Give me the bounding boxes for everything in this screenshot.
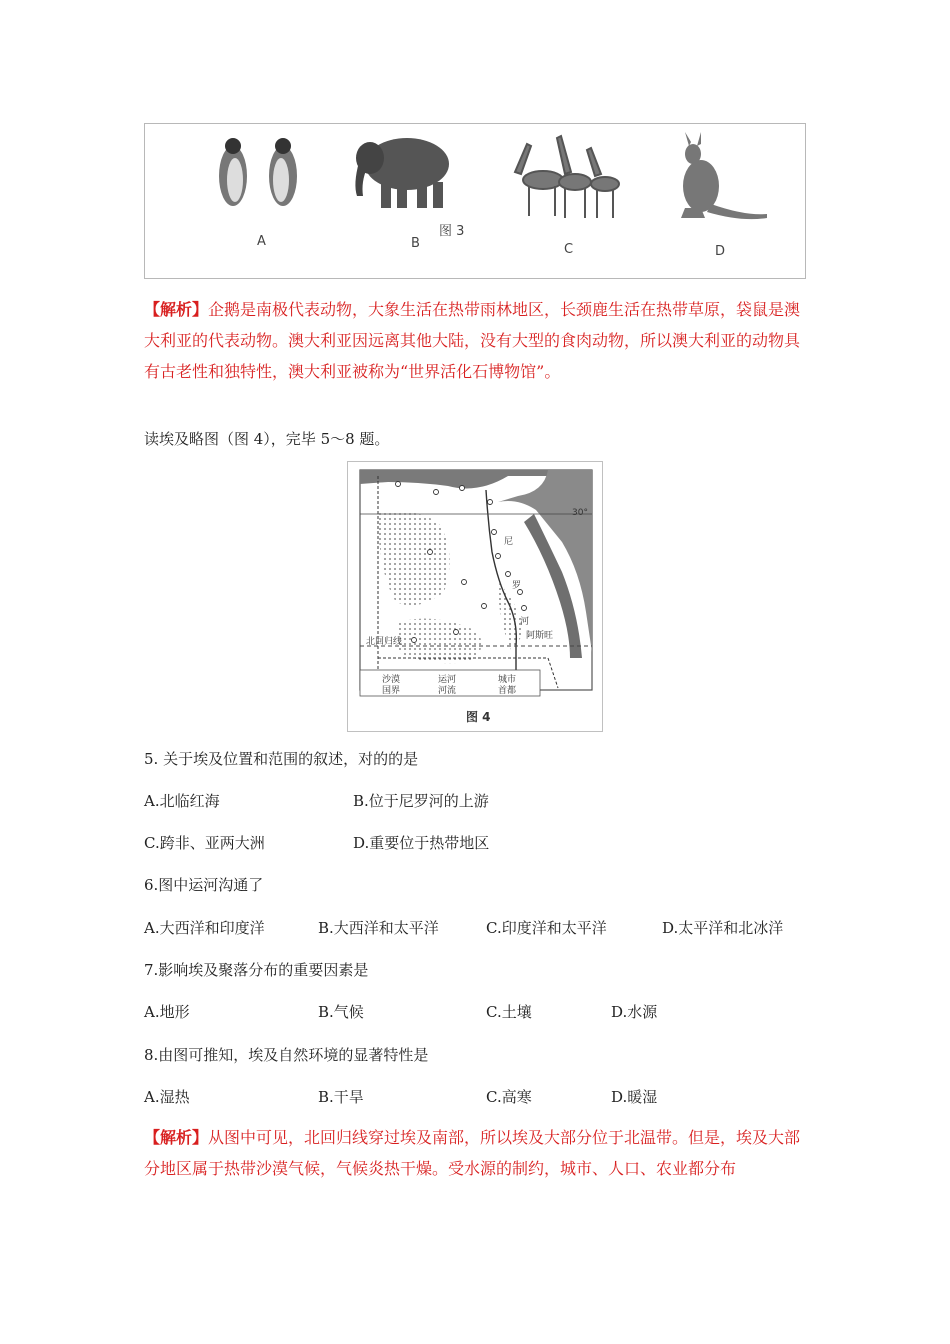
- q8-option-c: C.高寒: [486, 1088, 532, 1106]
- analysis-2-tag: 【解析】: [144, 1128, 209, 1147]
- analysis-1-tag: 【解析】: [144, 300, 209, 319]
- question-8-stem: 8.由图可推知，埃及自然环境的显著特性是: [144, 1046, 429, 1064]
- section-intro: 读埃及略图（图 4），完毕 5～8 题。: [144, 430, 390, 448]
- legend-city: 城市: [498, 675, 517, 685]
- legend-border: 国界: [382, 686, 401, 696]
- q5-option-d: D.重要位于热带地区: [353, 834, 490, 852]
- aswan-label: 阿斯旺: [526, 631, 554, 641]
- q8-option-b: B.干旱: [318, 1088, 364, 1106]
- q5-option-c: C.跨非、亚两大洲: [144, 834, 265, 852]
- penguin-icon: [219, 138, 297, 206]
- q6-option-b: B.大西洋和太平洋: [318, 919, 439, 937]
- elephant-icon: [355, 138, 449, 208]
- figure-3-label-d: D: [715, 244, 726, 259]
- figure-3-label-a: A: [257, 234, 266, 249]
- figure-4-caption: 图 4: [466, 710, 491, 724]
- legend-capital: 首都: [498, 686, 517, 696]
- animals-illustration: [145, 124, 807, 280]
- q7-option-b: B.气候: [318, 1003, 364, 1021]
- analysis-1: [144, 294, 808, 387]
- legend-desert: 沙漠: [382, 675, 401, 685]
- q6-option-d: D.太平洋和北冰洋: [662, 919, 784, 937]
- q8-option-a: A.湿热: [144, 1088, 190, 1106]
- q7-option-a: A.地形: [144, 1003, 190, 1021]
- q8-option-d: D.暖湿: [611, 1088, 658, 1106]
- q7-option-d: D.水源: [611, 1003, 658, 1021]
- analysis-2: [144, 1122, 808, 1184]
- q7-option-c: C.土壤: [486, 1003, 532, 1021]
- river-char-2: 罗: [512, 581, 522, 591]
- q5-option-a: A.北临红海: [144, 792, 220, 810]
- legend-river: 河流: [438, 686, 457, 696]
- latitude-30-label: 30°: [572, 508, 588, 518]
- q6-option-c: C.印度洋和太平洋: [486, 919, 607, 937]
- legend-canal: 运河: [438, 675, 457, 685]
- question-5-stem: 5. 关于埃及位置和范围的叙述，对的的是: [144, 750, 419, 768]
- analysis-1-text: 企鹅是南极代表动物，大象生活在热带雨林地区，长颈鹿生活在热带草原，袋鼠是澳大利亚的代表动物。澳大利亚因远离其他大陆，没有大型的食肉动物，所以澳大利亚的动物具有古老性和独特性，澳大利亚被称为“世界活化石博物馆”。: [144, 300, 801, 381]
- figure-3-label-b: B: [411, 236, 420, 251]
- kangaroo-icon: [681, 132, 767, 219]
- figure-3-animals: [144, 123, 806, 279]
- q6-option-a: A.大西洋和印度洋: [144, 919, 265, 937]
- giraffe-icon: [515, 136, 619, 218]
- figure-3-caption: 图 3: [439, 224, 465, 239]
- q5-option-b: B.位于尼罗河的上游: [353, 792, 489, 810]
- analysis-2-text: 从图中可见，北回归线穿过埃及南部，所以埃及大部分位于北温带。但是，埃及大部分地区属于热带沙漠气候，气候炎热干燥。受水源的制约，城市、人口、农业都分布: [144, 1128, 801, 1178]
- question-6-stem: 6.图中运河沟通了: [144, 876, 264, 894]
- river-char-1: 尼: [504, 537, 514, 547]
- tropic-of-cancer-label: 北回归线: [366, 637, 403, 647]
- figure-4-egypt-map: [347, 461, 603, 732]
- figure-3-label-c: C: [564, 242, 574, 257]
- question-7-stem: 7.影响埃及聚落分布的重要因素是: [144, 961, 369, 979]
- river-char-3: 河: [520, 617, 530, 627]
